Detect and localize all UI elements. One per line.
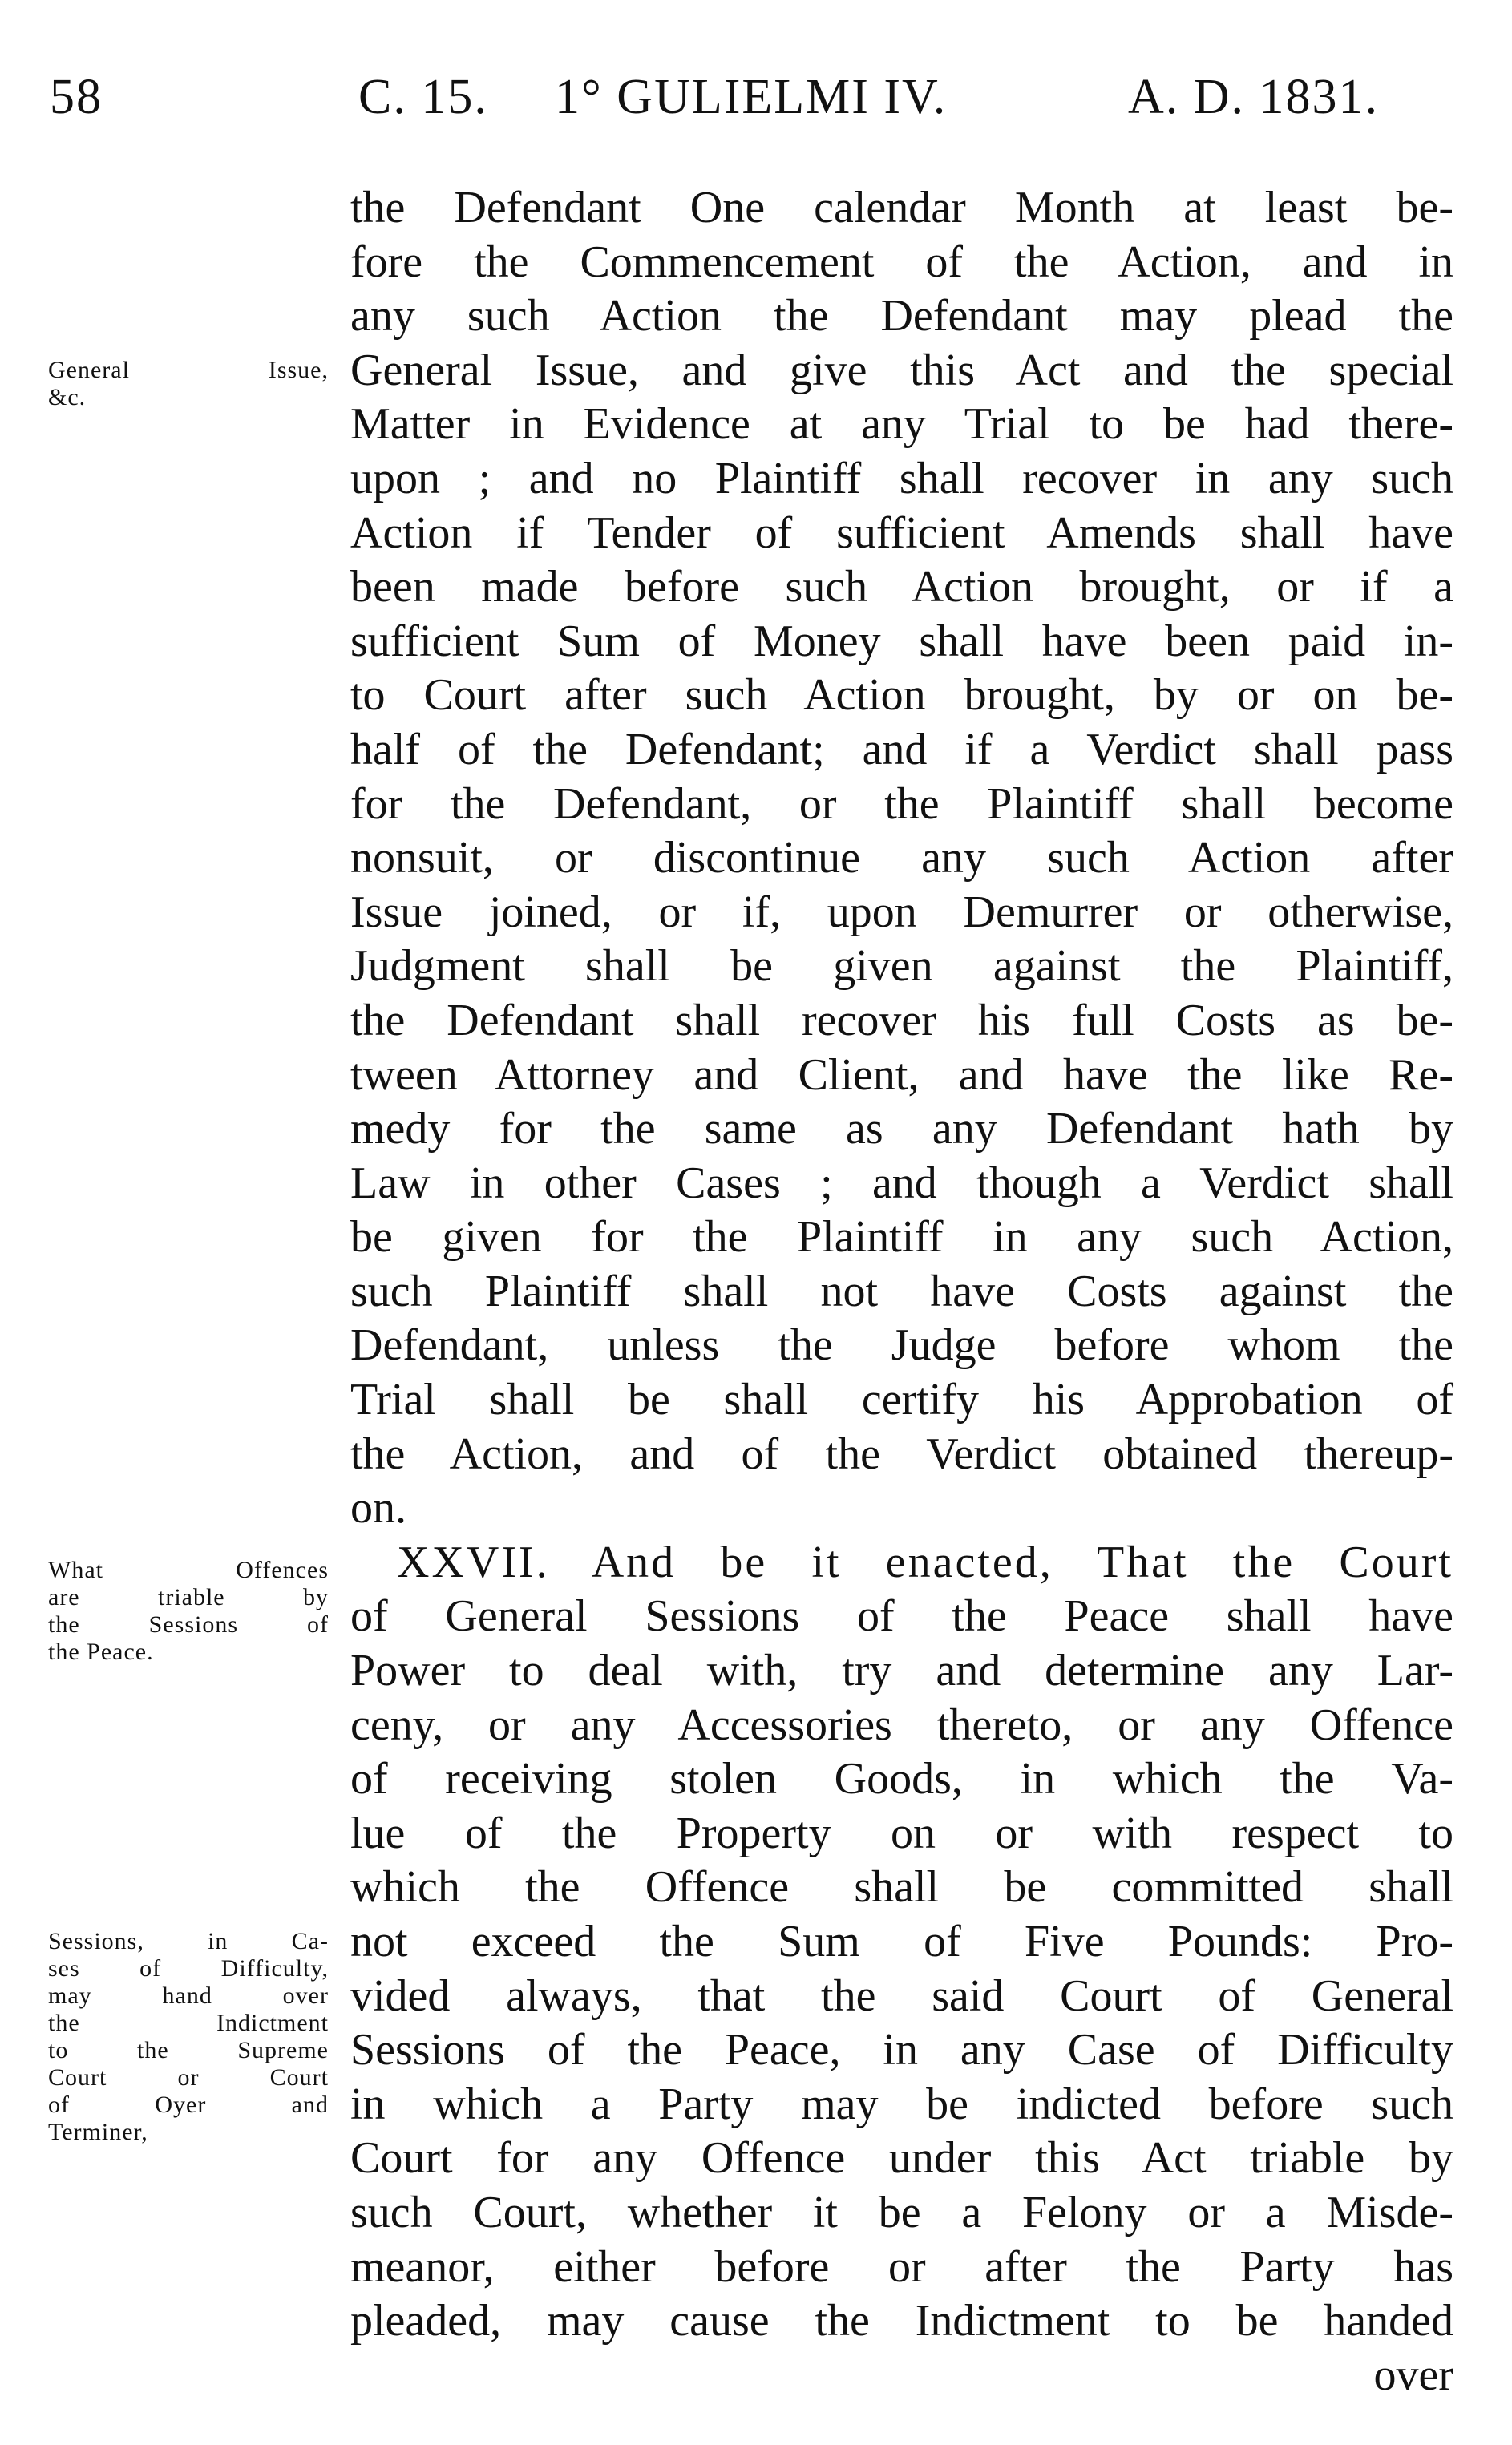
margin-note-line: of Oyer and — [48, 2091, 329, 2118]
margin-note-line: Court or Court — [48, 2064, 329, 2091]
body-line: the Action, and of the Verdict obtained thereup- — [350, 1429, 1453, 1479]
margin-note-line: ses of Difficulty, — [48, 1955, 329, 1982]
body-line: vided always, that the said Court of General — [350, 1970, 1453, 2021]
running-head — [50, 69, 1461, 133]
body-line: in which a Party may be indicted before such — [350, 2079, 1453, 2129]
body-line: Sessions of the Peace, in any Case of Difficulty — [350, 2025, 1453, 2075]
section-heading-line: XXVII. And be it enacted, That the Court — [397, 1537, 1453, 1587]
body-line: been made before such Action brought, or if a — [350, 562, 1453, 612]
body-line: not exceed the Sum of Five Pounds: Pro- — [350, 1917, 1453, 1966]
body-line: half of the Defendant; and if a Verdict shall pass — [350, 724, 1453, 774]
body-line: meanor, either before or after the Party has — [350, 2241, 1453, 2292]
body-line: Action if Tender of sufficient Amends shall have — [350, 507, 1453, 558]
body-line: upon ; and no Plaintiff shall recover in any such — [350, 453, 1453, 503]
body-line: of General Sessions of the Peace shall have — [350, 1591, 1453, 1642]
margin-note-line: Sessions, in Ca- — [48, 1928, 329, 1954]
body-line: Trial shall be shall certify his Approbation of — [350, 1375, 1453, 1425]
body-line: Judgment shall be given against the Plaintiff, — [350, 941, 1453, 992]
body-line: for the Defendant, or the Plaintiff shall become — [350, 778, 1453, 829]
body-line: fore the Commencement of the Action, and in — [350, 236, 1453, 287]
page-number: 58 — [50, 70, 103, 124]
body-line: such Plaintiff shall not have Costs against the — [350, 1266, 1453, 1316]
body-line: Issue joined, or if, upon Demurrer or otherwise, — [350, 887, 1453, 937]
margin-note-line: the Indictment — [48, 2010, 329, 2036]
margin-note-line: What Offences — [48, 1557, 329, 1583]
body-line: to Court after such Action brought, by or on be- — [350, 670, 1453, 721]
margin-note-line: the Peace. — [48, 1639, 154, 1665]
body-line: Law in other Cases ; and though a Verdict shall — [350, 1158, 1453, 1208]
margin-note-offences-triable — [48, 1557, 329, 1666]
body-line: any such Action the Defendant may plead the — [350, 291, 1453, 341]
body-line: of receiving stolen Goods, in which the Va- — [350, 1754, 1453, 1804]
anno-domini: A. D. 1831. — [1128, 70, 1380, 124]
margin-note-line: the Sessions of — [48, 1611, 329, 1638]
regnal-year: 1° GULIELMI IV. — [555, 70, 948, 124]
body-line: medy for the same as any Defendant hath by — [350, 1104, 1453, 1154]
body-line: the Defendant One calendar Month at least be- — [350, 183, 1453, 232]
margin-note-line: &c. — [48, 384, 87, 410]
body-line: nonsuit, or discontinue any such Action after — [350, 833, 1453, 883]
body-line: ceny, or any Accessories thereto, or any Offence — [350, 1699, 1453, 1750]
margin-note-line: are triable by — [48, 1584, 329, 1610]
margin-note-line: may hand over — [48, 1982, 329, 2009]
margin-note-general-issue — [48, 357, 329, 411]
body-line: such Court, whether it be a Felony or a Misde- — [350, 2187, 1453, 2237]
chapter-reference: C. 15. — [358, 70, 488, 124]
body-line: which the Offence shall be committed shall — [350, 1862, 1453, 1913]
body-line: be given for the Plaintiff in any such Action, — [350, 1212, 1453, 1263]
margin-note-line: to the Supreme — [48, 2037, 329, 2063]
margin-note-line: General Issue, — [48, 357, 329, 383]
body-line: General Issue, and give this Act and the special — [350, 345, 1453, 395]
body-line: Power to deal with, try and determine any Lar- — [350, 1646, 1453, 1696]
body-line: Court for any Offence under this Act triable by — [350, 2133, 1453, 2184]
body-text — [350, 181, 1453, 2403]
body-line: pleaded, may cause the Indictment to be handed — [350, 2296, 1453, 2346]
body-line: tween Attorney and Client, and have the like Re- — [350, 1049, 1453, 1100]
body-line: sufficient Sum of Money shall have been paid in- — [350, 616, 1453, 666]
body-line: the Defendant shall recover his full Costs as be- — [350, 995, 1453, 1045]
body-line: Matter in Evidence at any Trial to be had there- — [350, 399, 1453, 450]
body-line: on. — [350, 1483, 406, 1534]
margin-note-line: Terminer, — [48, 2119, 148, 2145]
body-line: lue of the Property on or with respect to — [350, 1808, 1453, 1858]
catchword: over — [1373, 2350, 1453, 2400]
body-line: Defendant, unless the Judge before whom the — [350, 1320, 1453, 1371]
margin-note-sessions-difficulty — [48, 1928, 329, 2146]
